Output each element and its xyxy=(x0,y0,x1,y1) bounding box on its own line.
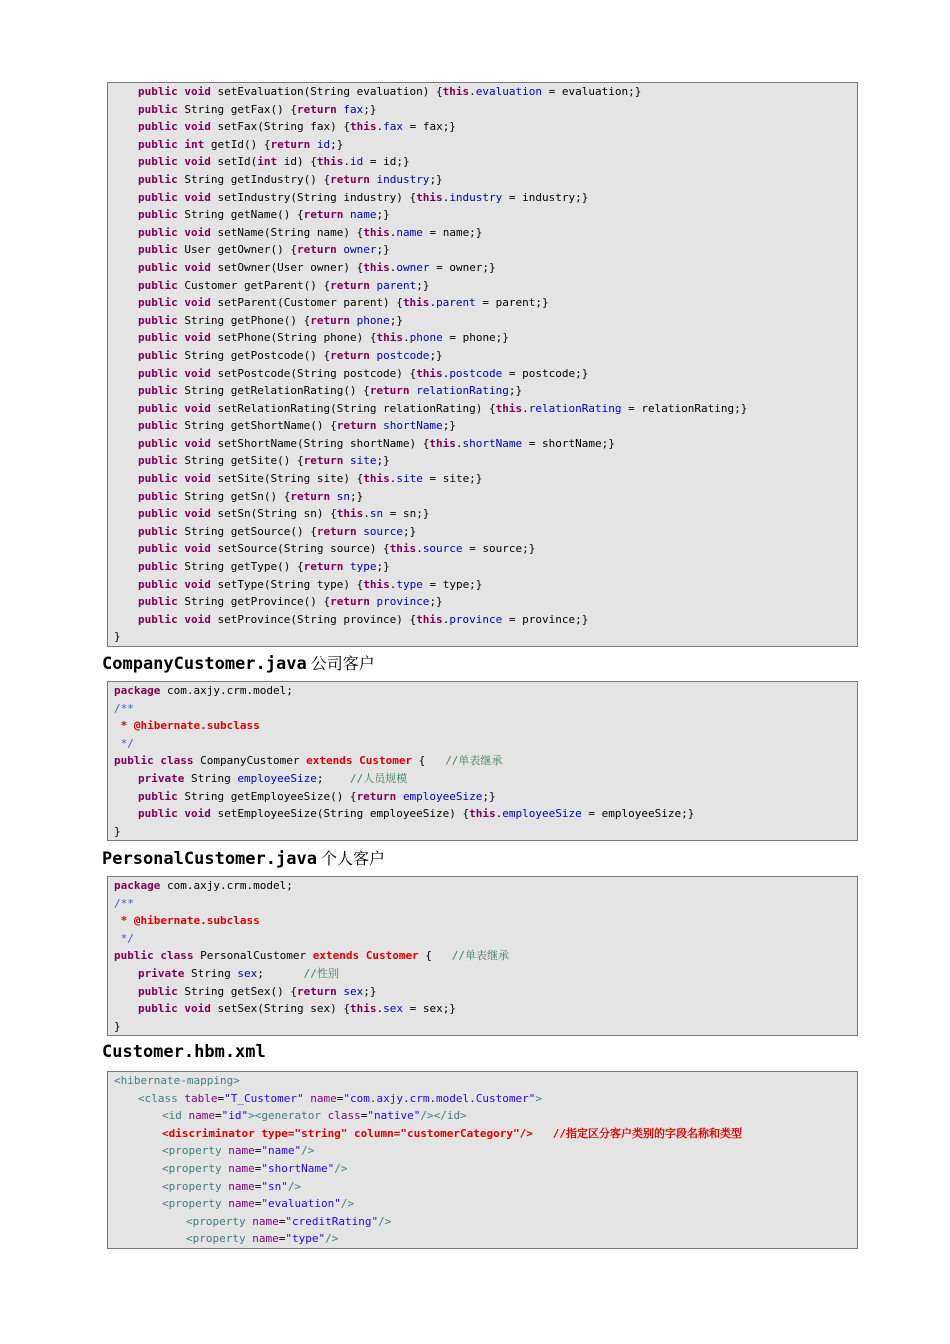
code-line: public String getRelationRating() {return relationRating;} xyxy=(138,384,523,398)
code-line: } xyxy=(114,630,121,644)
code-line: * @hibernate.subclass xyxy=(114,914,260,928)
section-heading-personal-customer xyxy=(102,848,385,870)
code-line: public void setPostcode(String postcode) {this.postcode = postcode;} xyxy=(138,366,589,380)
code-block-personal-customer xyxy=(107,876,858,1036)
code-line: public void setEmployeeSize(String employeeSize) {this.employeeSize = employeeSize;} xyxy=(138,807,695,821)
code-line: public String getSn() {return sn;} xyxy=(138,489,364,503)
code-line: public void setSource(String source) {this.source = source;} xyxy=(138,542,536,556)
heading-description: 公司客户 xyxy=(310,654,375,673)
code-line: public int getId() {return id;} xyxy=(138,137,344,151)
code-line: public Customer getParent() {return parent;} xyxy=(138,278,430,292)
code-line: <property name="creditRating"/> xyxy=(186,1214,392,1228)
code-line: <property name="sn"/> xyxy=(162,1179,302,1193)
code-line: public String getSex() {return sex;} xyxy=(138,984,377,998)
heading-description: 个人客户 xyxy=(320,849,385,868)
code-line: */ xyxy=(114,736,134,750)
code-line: private String employeeSize; //人员规模 xyxy=(138,771,408,785)
code-line: public String getPhone() {return phone;} xyxy=(138,313,403,327)
code-line: public void setSex(String sex) {this.sex = sex;} xyxy=(138,1002,456,1016)
heading-file-name: Customer.hbm.xml xyxy=(102,1042,266,1062)
code-line: public void setPhone(String phone) {this.phone = phone;} xyxy=(138,331,509,345)
code-line: public void setName(String name) {this.name = name;} xyxy=(138,225,483,239)
code-line: * @hibernate.subclass xyxy=(114,719,260,733)
code-line: */ xyxy=(114,931,134,945)
code-line: <property name="type"/> xyxy=(186,1232,339,1246)
code-block-customer-setters xyxy=(107,82,858,647)
code-line: /** xyxy=(114,896,134,910)
code-line: public void setFax(String fax) {this.fax = fax;} xyxy=(138,120,456,134)
code-block-customer-hbm xyxy=(107,1071,858,1249)
section-heading-customer-hbm xyxy=(102,1041,266,1063)
code-line: public void setEvaluation(String evaluation) {this.evaluation = evaluation;} xyxy=(138,85,642,98)
code-line: public String getType() {return type;} xyxy=(138,560,390,574)
code-line: package com.axjy.crm.model; xyxy=(114,879,293,892)
code-line: <id name="id"><generator class="native"/></id> xyxy=(162,1109,467,1123)
code-line: <property name="evaluation"/> xyxy=(162,1197,355,1211)
heading-file-name: CompanyCustomer.java xyxy=(102,654,307,674)
section-heading-company-customer xyxy=(102,653,375,675)
code-line: public void setProvince(String province) {this.province = province;} xyxy=(138,612,589,626)
code-line: <property name="name"/> xyxy=(162,1144,315,1158)
code-line: public void setParent(Customer parent) {this.parent = parent;} xyxy=(138,296,549,310)
code-line: /** xyxy=(114,701,134,715)
code-line: } xyxy=(114,1019,121,1033)
code-block-company-customer xyxy=(107,681,858,841)
code-line: package com.axjy.crm.model; xyxy=(114,684,293,697)
heading-file-name: PersonalCustomer.java xyxy=(102,849,317,869)
code-line: public void setType(String type) {this.type = type;} xyxy=(138,577,483,591)
code-line: public String getPostcode() {return postcode;} xyxy=(138,348,443,362)
code-line: public void setRelationRating(String relationRating) {this.relationRating = relationRating;} xyxy=(138,401,748,415)
code-line: public class CompanyCustomer extends Customer { //单表继承 xyxy=(114,754,503,768)
code-line: public String getFax() {return fax;} xyxy=(138,102,377,116)
code-line: public User getOwner() {return owner;} xyxy=(138,243,390,257)
code-line: } xyxy=(114,824,121,838)
code-line: public String getSource() {return source;} xyxy=(138,524,417,538)
code-line: public class PersonalCustomer extends Customer { //单表继承 xyxy=(114,949,510,963)
code-line: public void setId(int id) {this.id = id;} xyxy=(138,155,410,169)
code-line: public String getEmployeeSize() {return employeeSize;} xyxy=(138,789,496,803)
code-line: private String sex; //性别 xyxy=(138,966,339,980)
code-line: <hibernate-mapping> xyxy=(114,1074,240,1087)
code-line: public void setSn(String sn) {this.sn = sn;} xyxy=(138,507,430,521)
code-line: public String getName() {return name;} xyxy=(138,208,390,222)
code-line: <property name="shortName"/> xyxy=(162,1161,348,1175)
code-line: public void setShortName(String shortName) {this.shortName = shortName;} xyxy=(138,436,615,450)
code-line: public String getSite() {return site;} xyxy=(138,454,390,468)
code-line: public String getProvince() {return province;} xyxy=(138,595,443,609)
code-line: public String getIndustry() {return industry;} xyxy=(138,172,443,186)
code-line: public void setIndustry(String industry) {this.industry = industry;} xyxy=(138,190,589,204)
code-line: public String getShortName() {return shortName;} xyxy=(138,419,456,433)
code-line: public void setOwner(User owner) {this.owner = owner;} xyxy=(138,260,496,274)
code-line: <discriminator type="string" column="customerCategory"/> //指定区分客户类别的字段名称和类型 xyxy=(162,1126,742,1140)
code-line: public void setSite(String site) {this.site = site;} xyxy=(138,472,483,486)
code-line: <class table="T_Customer" name="com.axjy.crm.model.Customer"> xyxy=(138,1091,543,1105)
